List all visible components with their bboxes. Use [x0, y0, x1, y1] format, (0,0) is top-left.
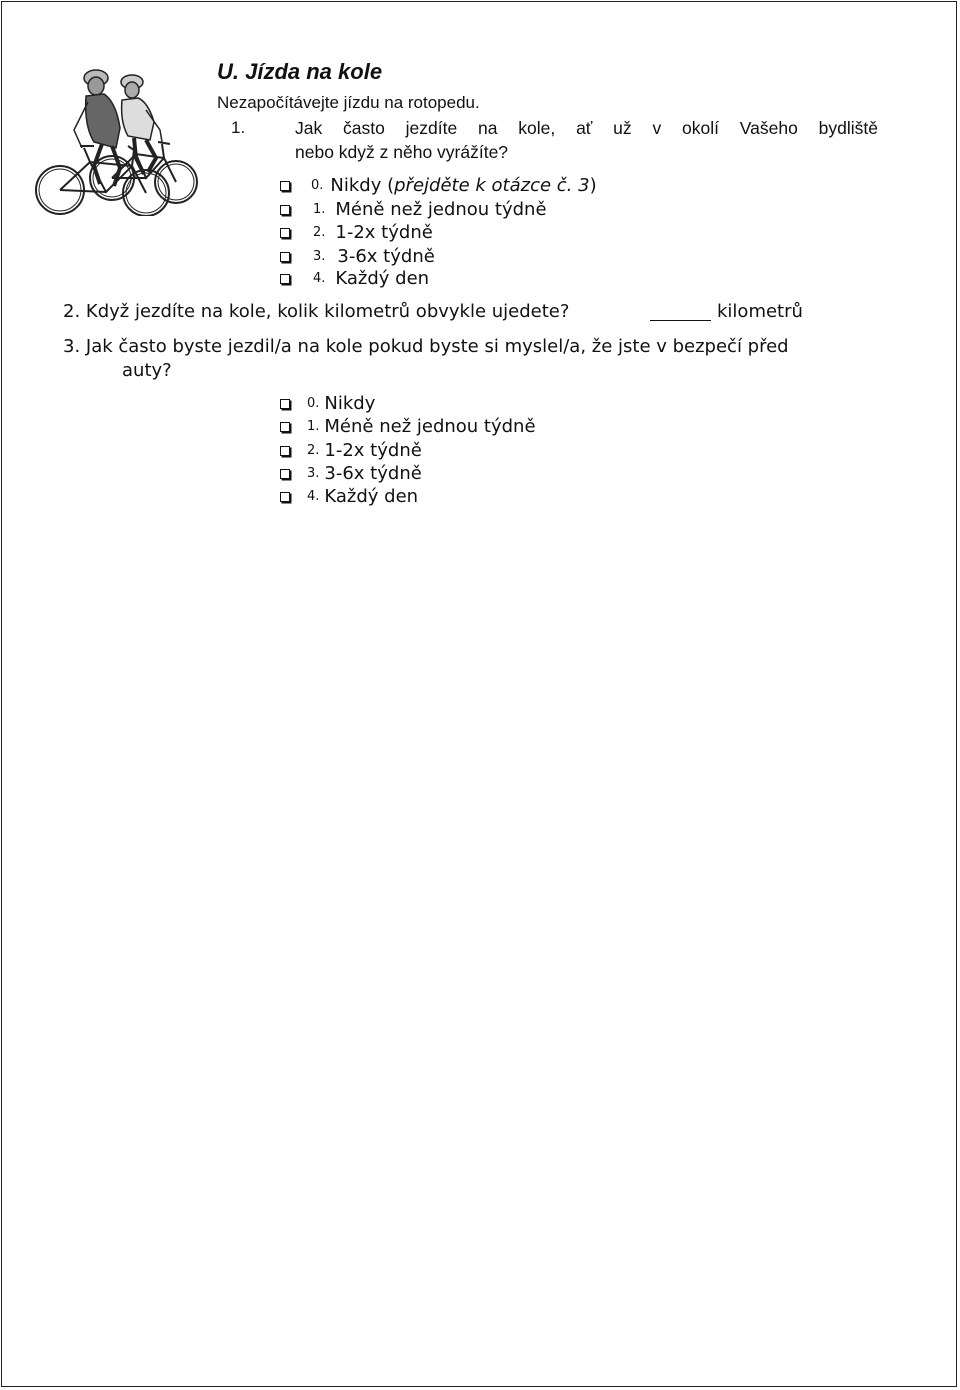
q3-option-3[interactable]: [280, 463, 422, 484]
checkbox-icon[interactable]: [280, 446, 290, 456]
q1-option-4[interactable]: [280, 268, 429, 289]
option-number: 1.: [307, 419, 320, 434]
q2-answer-blank[interactable]: [650, 302, 711, 321]
q1-option-1[interactable]: [280, 199, 547, 220]
checkbox-icon[interactable]: [280, 469, 290, 479]
option-label: 1-2x týdně: [324, 440, 422, 461]
q1-option-0[interactable]: [280, 175, 597, 196]
option-label-end: ): [589, 175, 597, 196]
option-label: 1-2x týdně: [335, 222, 433, 243]
q3-text-line1: 3. Jak často byste jezdil/a na kole pokud byste si myslel/a, že jste v bezpečí před: [63, 336, 789, 357]
checkbox-icon[interactable]: [280, 181, 290, 191]
checkbox-icon[interactable]: [280, 399, 290, 409]
q1-text-line1: Jak často jezdíte na kole, ať už v okolí Vašeho bydliště: [295, 118, 878, 138]
option-label-italic: přejděte k otázce č. 3: [394, 175, 590, 196]
option-label: Méně než jednou týdně: [324, 416, 536, 437]
q2-text: 2. Když jezdíte na kole, kolik kilometrů obvykle ujedete?: [63, 301, 570, 322]
option-number: 4.: [307, 489, 320, 504]
q1-text-line2: nebo když z něho vyrážíte?: [295, 142, 509, 162]
option-number: 1.: [313, 202, 326, 217]
option-number: 0.: [307, 396, 320, 411]
q3-option-4[interactable]: [280, 486, 418, 507]
checkbox-icon[interactable]: [280, 274, 290, 284]
option-number: 0.: [311, 178, 324, 193]
option-label: Každý den: [335, 268, 430, 289]
option-number: 2.: [307, 443, 320, 458]
q2-unit: kilometrů: [717, 301, 803, 322]
q1-number: 1.: [231, 118, 246, 137]
option-label: Nikdy: [324, 393, 376, 414]
checkbox-icon[interactable]: [280, 205, 290, 215]
option-label: Každý den: [324, 486, 419, 507]
option-label: Nikdy (: [330, 175, 395, 196]
q1-option-3[interactable]: [280, 246, 435, 267]
option-label: 3-6x týdně: [337, 246, 435, 267]
checkbox-icon[interactable]: [280, 252, 290, 262]
q3-text-line2: auty?: [122, 360, 172, 381]
option-number: 3.: [313, 249, 326, 264]
intro-text: Nezapočítávejte jízdu na rotopedu.: [217, 93, 480, 112]
q3-option-1[interactable]: [280, 416, 536, 437]
option-number: 2.: [313, 225, 326, 240]
checkbox-icon[interactable]: [280, 422, 290, 432]
option-number: 4.: [313, 271, 326, 286]
option-number: 3.: [307, 466, 320, 481]
section-title: U. Jízda na kole: [217, 59, 383, 84]
option-label: 3-6x týdně: [324, 463, 422, 484]
option-label: Méně než jednou týdně: [335, 199, 547, 220]
tandem-cyclists-icon: [24, 66, 208, 216]
q3-option-0[interactable]: [280, 393, 375, 414]
checkbox-icon[interactable]: [280, 492, 290, 502]
q1-option-2[interactable]: [280, 222, 433, 243]
checkbox-icon[interactable]: [280, 228, 290, 238]
q3-option-2[interactable]: [280, 440, 422, 461]
